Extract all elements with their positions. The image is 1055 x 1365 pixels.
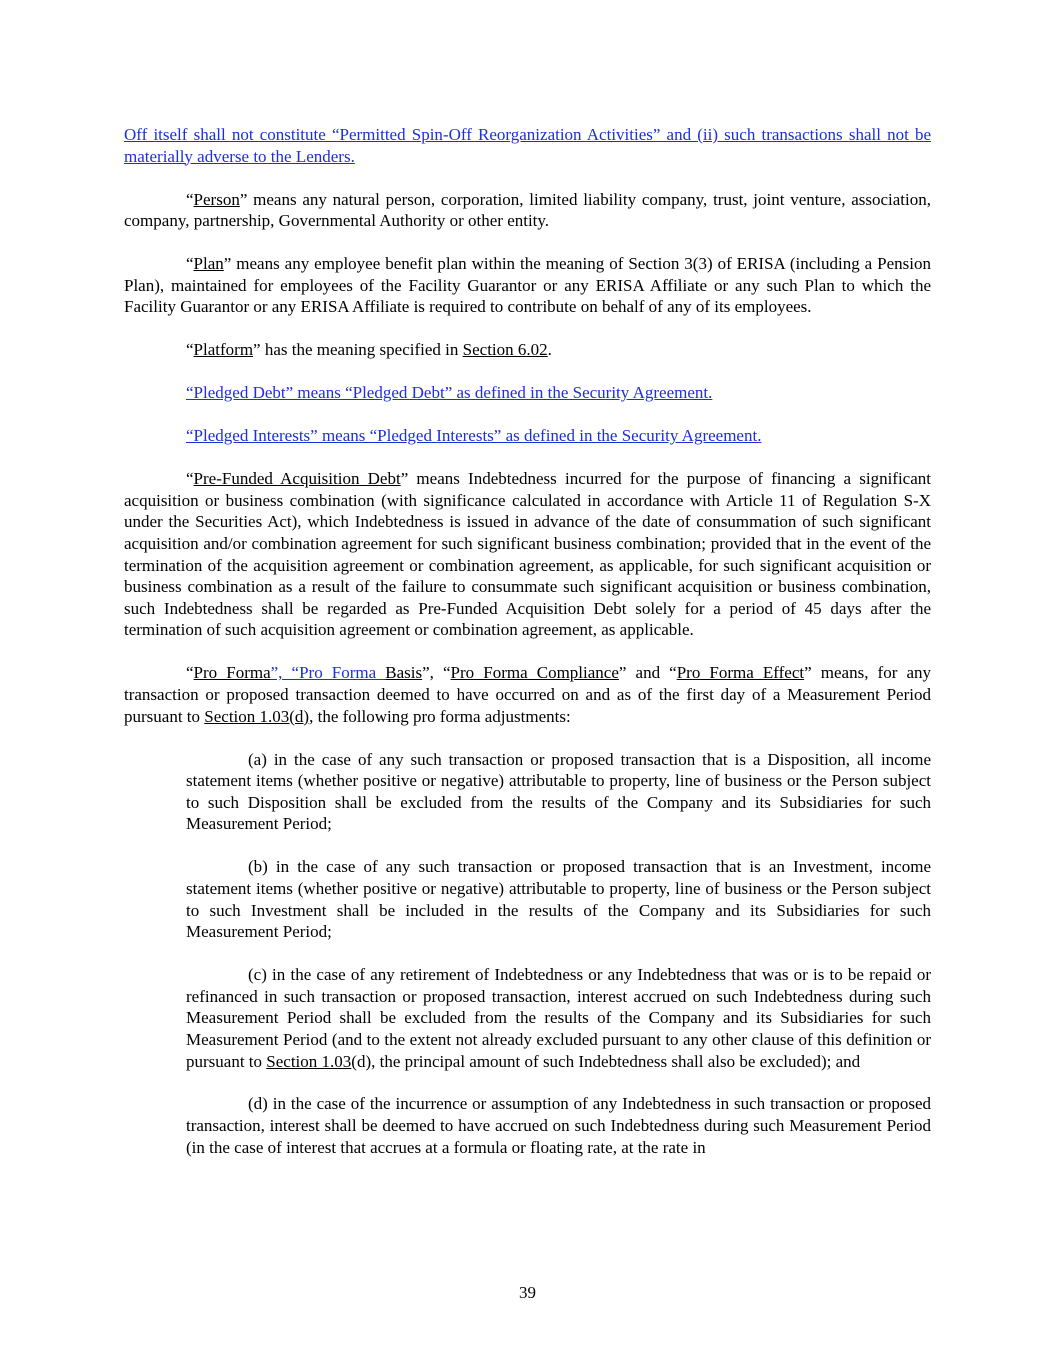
open-quote: “: [186, 469, 194, 489]
definition-text: ” means any employee benefit plan within the meaning of Section 3(3) of ERISA (including a Pension Plan), maintained for employees of the Facility Guarantor or any ERISA Affiliate or any such Plan to which the Facility Guarantor or any ERISA Affiliate is required to contribute on behalf of any of its employees.: [124, 254, 931, 317]
definition-text: ” means, for any transaction or proposed transaction deemed to have occurred on and as of the first day of a Measurement Period pursuant to: [124, 663, 931, 726]
definition-end: , the following pro forma adjustments:: [309, 706, 571, 726]
defined-term: Platform: [193, 340, 254, 360]
definition-person: [124, 189, 931, 232]
inserted-text: “Pledged Debt” means “Pledged Debt” as defined in the Security Agreement.: [186, 383, 713, 403]
clause-a: [186, 749, 931, 835]
inserted-text: ”, “Pro Forma: [270, 663, 386, 683]
definition-end: .: [547, 340, 552, 360]
defined-term: Plan: [193, 254, 224, 274]
clause-text: (b) in the case of any such transaction or proposed transaction that is an Investment, income statement items (whether positive or negative) attributable to property, line of business or the Person subject to such Investment shall be included in the results of the Company and its Subsidiaries for such Measurement Period;: [186, 857, 931, 942]
open-quote: “: [186, 189, 194, 209]
defined-term: Pro Forma: [193, 663, 271, 683]
definition-pre-funded-acquisition-debt: [124, 468, 931, 641]
clause-b: [186, 856, 931, 942]
clause-text: (a) in the case of any such transaction or proposed transaction that is a Disposition, all income statement items (whether positive or negative) attributable to property, line of business or the Person subject to such Disposition shall be excluded from the results of the Company and its Subsidiaries for such Measurement Period;: [186, 749, 931, 834]
open-quote: “: [186, 663, 194, 683]
definition-pro-forma: [124, 662, 931, 727]
definition-text: ” has the meaning specified in: [253, 340, 463, 360]
defined-term: Pro Forma Effect: [676, 663, 805, 683]
section-reference: Section 1.03(d): [204, 706, 310, 726]
defined-term: Pre-Funded Acquisition Debt: [193, 469, 401, 489]
open-quote: “: [186, 254, 194, 274]
definition-pledged-debt: [124, 382, 931, 404]
separator: ” and “: [618, 663, 677, 683]
defined-term: Pro Forma Compliance: [450, 663, 619, 683]
open-quote: “: [186, 340, 194, 360]
inserted-text: “Pledged Interests” means “Pledged Interests” as defined in the Security Agreement.: [186, 426, 762, 446]
inserted-text: Off itself shall not constitute “Permitted Spin-Off Reorganization Activities” and (ii) such transactions shall not be materially adverse to the Lenders.: [124, 125, 931, 166]
definition-pledged-interests: [124, 425, 931, 447]
clause-text: (d) in the case of the incurrence or assumption of any Indebtedness in such transaction or proposed transaction, interest shall be deemed to have accrued on such Indebtedness during such Measurement Period (in the case of interest that accrues at a formula or floating rate, at the rate in: [186, 1094, 931, 1157]
body-text: [124, 124, 931, 1180]
defined-term: Person: [193, 189, 240, 209]
section-reference: Section 6.02: [462, 340, 548, 360]
definition-platform: [124, 339, 931, 361]
separator: ”, “: [422, 663, 451, 683]
definition-plan: [124, 253, 931, 318]
clause-c: [186, 964, 931, 1072]
definition-text: ” means any natural person, corporation, limited liability company, trust, joint venture, association, company, partnership, Governmental Authority or other entity.: [124, 189, 931, 231]
clause-d: [186, 1093, 931, 1158]
defined-term: Basis: [385, 663, 423, 683]
page-number: 39: [519, 1283, 536, 1302]
clause-text-end: (d), the principal amount of such Indebtedness shall also be excluded); and: [351, 1051, 861, 1071]
clause-text: (c) in the case of any retirement of Indebtedness or any Indebtedness that was or is to be repaid or refinanced in such transaction or proposed transaction, interest accrued on such Indebtedness during such Measurement Period shall be excluded from the results of the Company and its Subsidiaries for such Measurement Period (and to the extent not already excluded pursuant to any other clause of this definition or pursuant to: [186, 965, 931, 1071]
definition-text: ” means Indebtedness incurred for the purpose of financing a significant acquisition or business combination (with significance calculated in accordance with Article 11 of Regulation S-X under the Securities Act), which Indebtedness is issued in advance of the date of consummation of such significant acquisition and/or combination agreement for such significant business combination; provided that in the event of the termination of the acquisition agreement or combination agreement, as applicable, for such significant acquisition or business combination as a result of the failure to consummate such significant acquisition or business combination, such Indebtedness shall be regarded as Pre-Funded Acquisition Debt solely for a period of 45 days after the termination of such acquisition agreement or combination agreement, as applicable.: [124, 469, 931, 640]
carryover-paragraph: [124, 124, 931, 167]
section-reference: Section 1.03: [266, 1051, 352, 1071]
